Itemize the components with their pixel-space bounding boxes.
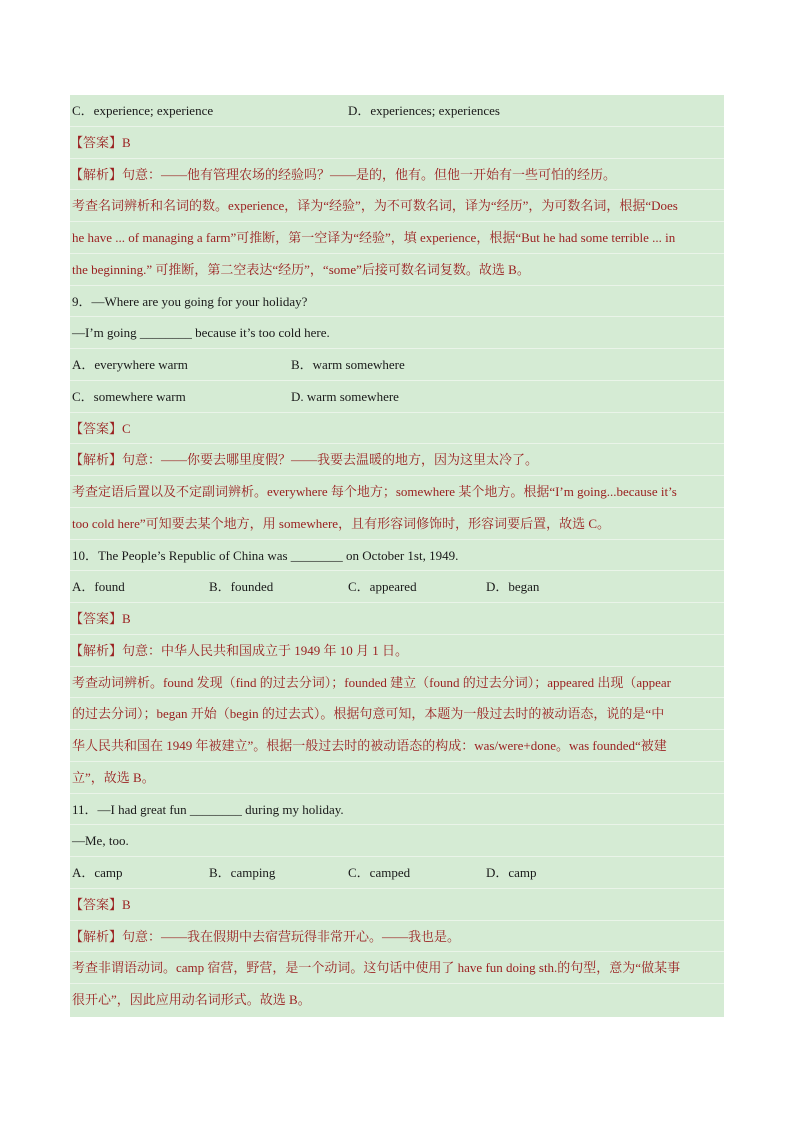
q9-option-b: B．warm somewhere <box>291 357 405 372</box>
q10-analysis-line-5: 立”，故选 B。 <box>70 762 724 794</box>
analysis-tag: 【解析】 <box>70 642 123 658</box>
q9-options-cd <box>70 381 724 413</box>
q9-answer-line <box>70 413 724 445</box>
q11-analysis-line-1: 【解析】句意：——我在假期中去宿营玩得非常开心。——我也是。 <box>70 921 724 953</box>
q9-analysis-line-2: 考查定语后置以及不定副词辨析。everywhere 每个地方；somewhere 某个地方。根据“I’m going...because it’s <box>70 476 724 508</box>
q10-analysis-line-1: 【解析】句意：中华人民共和国成立于 1949 年 10 月 1 日。 <box>70 635 724 667</box>
q9-analysis-line-3: too cold here”可知要去某个地方，用 somewhere，且有形容词修饰时，形容词要后置，故选 C。 <box>70 508 724 540</box>
q11-option-a: A．camp <box>72 865 123 880</box>
answer-tag: 【答案】 <box>70 611 123 626</box>
q8-options-cd <box>70 95 724 127</box>
answer-tag: 【答案】 <box>70 896 123 912</box>
q8-analysis-line-3: he have ... of managing a farm”可推断，第一空译为“经验”，填 experience，根据“But he had some terrible ... in <box>70 222 724 254</box>
q8-answer-line <box>70 127 724 159</box>
q11-option-c: C．camped <box>348 865 411 880</box>
q8-answer: B <box>122 134 131 150</box>
q8-option-c: C．experience; experience <box>72 103 214 118</box>
q9-stem-line-1: 9．—Where are you going for your holiday? <box>70 286 724 318</box>
q8-analysis-line-1: 【解析】句意：——他有管理农场的经验吗？——是的，他有。但他一开始有一些可怕的经历。 <box>70 159 724 191</box>
q8-option-d: D．experiences; experiences <box>348 103 500 118</box>
q11-stem-line-1: 11．—I had great fun ________ during my holiday. <box>70 794 724 826</box>
q11-analysis-line-2: 考查非谓语动词。camp 宿营，野营，是一个动词。这句话中使用了 have fun doing sth.的句型，意为“做某事 <box>70 952 724 984</box>
q9-option-d: D. warm somewhere <box>291 388 399 404</box>
answer-tag: 【答案】 <box>70 420 123 436</box>
q10-option-b: B．founded <box>209 579 274 595</box>
q8-analysis-line-4: the beginning.” 可推断，第二空表达“经历”，“some”后接可数名词复数。故选 B。 <box>70 254 724 286</box>
question-panel <box>70 95 724 1017</box>
q9-stem-line-2: —I’m going ________ because it’s too cold here. <box>70 317 724 349</box>
q11-answer-line <box>70 889 724 921</box>
q10-analysis-line-4: 华人民共和国在 1949 年被建立”。根据一般过去时的被动语态的构成：was/were+done。was founded“被建 <box>70 730 724 762</box>
q10-analysis-line-2: 考查动词辨析。found 发现（find 的过去分词）；founded 建立（found 的过去分词）；appeared 出现（appear <box>70 667 724 699</box>
q9-option-a: A．everywhere warm <box>72 357 188 372</box>
analysis-tag: 【解析】 <box>70 928 123 944</box>
q11-answer: B <box>122 896 131 912</box>
q10-option-a: A．found <box>72 579 125 595</box>
q8-analysis-line-2: 考查名词辨析和名词的数。experience，译为“经验”，为不可数名词，译为“经历”，为可数名词，根据“Does <box>70 190 724 222</box>
q9-options-ab <box>70 349 724 381</box>
q11-analysis-line-3: 很开心”，因此应用动名词形式。故选 B。 <box>72 992 311 1007</box>
q10-option-c: C．appeared <box>348 579 417 595</box>
analysis-tag: 【解析】 <box>70 166 123 182</box>
q10-stem-line-1: 10．The People’s Republic of China was ________ on October 1st, 1949. <box>70 540 724 572</box>
q10-option-d: D．began <box>486 579 540 595</box>
q11-stem-line-2: —Me, too. <box>70 825 724 857</box>
q9-option-c: C．somewhere warm <box>72 388 186 404</box>
q10-analysis-line-3: 的过去分词）；began 开始（begin 的过去式）。根据句意可知，本题为一般过去时的被动语态，说的是“中 <box>70 698 724 730</box>
q9-answer: C <box>122 420 131 436</box>
q10-answer-line <box>70 603 724 635</box>
answer-tag: 【答案】 <box>70 134 123 150</box>
q9-analysis-line-1: 【解析】句意：——你要去哪里度假？——我要去温暖的地方，因为这里太冷了。 <box>70 444 724 476</box>
q11-option-b: B．camping <box>209 865 276 880</box>
q10-options <box>70 571 724 603</box>
analysis-tag: 【解析】 <box>70 452 123 468</box>
q10-answer: B <box>122 611 131 626</box>
q11-option-d: D．camp <box>486 865 537 880</box>
q11-options <box>70 857 724 889</box>
